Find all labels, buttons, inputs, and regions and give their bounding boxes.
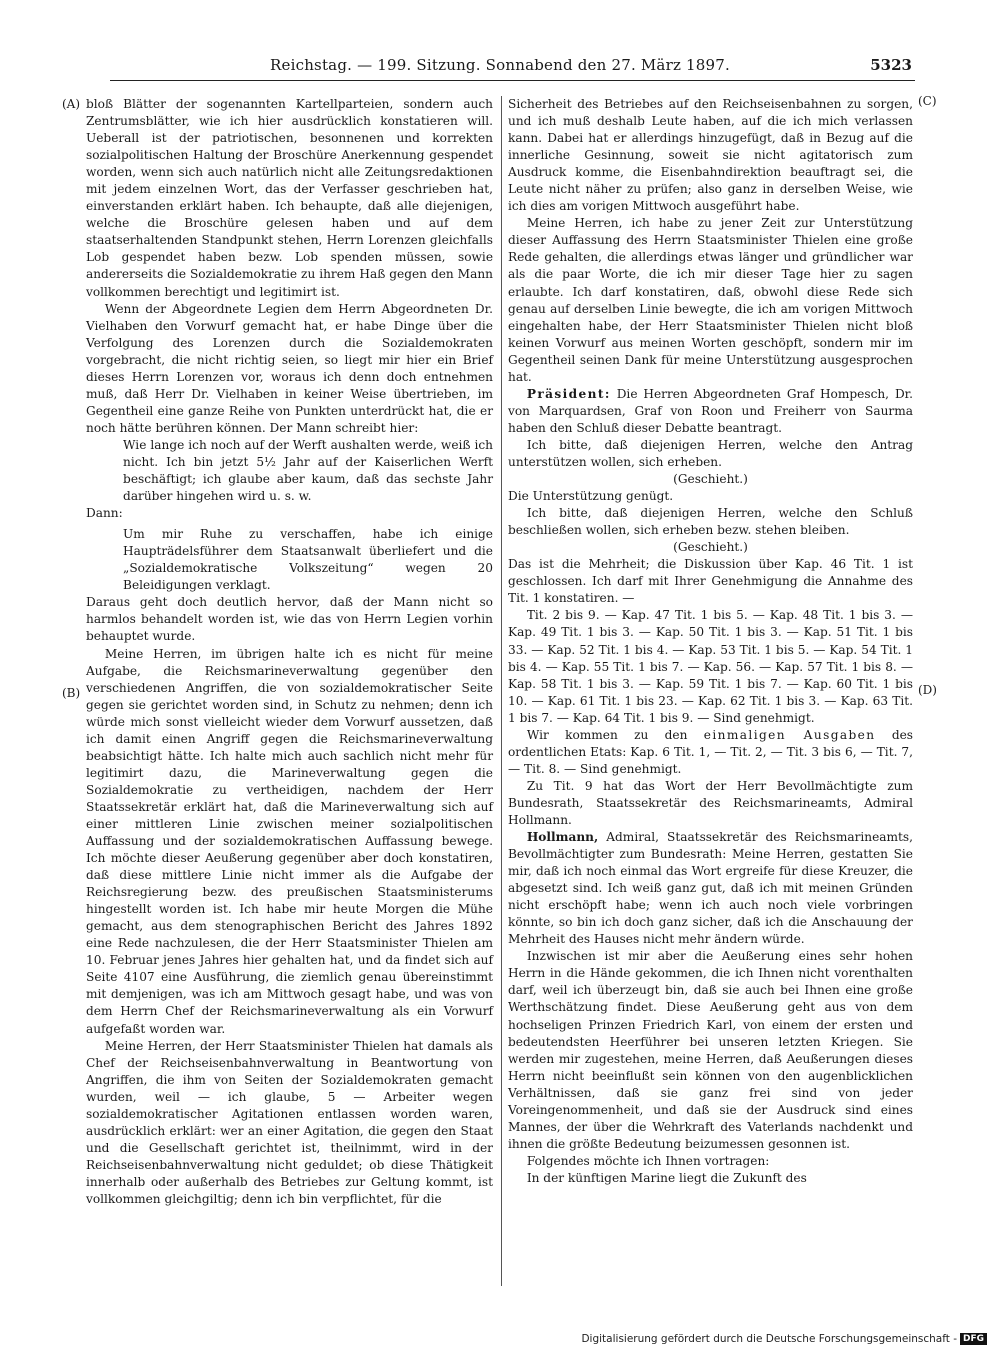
speaker-label: Hollmann, [526, 830, 599, 845]
paragraph: In der künftigen Marine liegt die Zukunft des [526, 1170, 807, 1185]
speech-text: Die Herren Abgeordneten Graf Hompesch, Dr. von Marquardsen, Graf von Roon und Freiherr von Saurma haben den Schluß dieser Debatte beantragt. [508, 386, 914, 435]
paragraph: Zu Tit. 9 hat das Wort der Herr Bevollmächtigte zum Bundesrath, Staatssekretär des Reichsmarineamts, Admiral Hollmann. [508, 778, 913, 827]
paragraph [508, 727, 913, 778]
speaker-label: Präsident: [526, 386, 611, 401]
column-divider [501, 96, 502, 1286]
president-statement [508, 386, 913, 437]
emphasis: einmaligen Ausgaben [703, 727, 876, 742]
dfg-logo: DFG [960, 1333, 987, 1345]
paragraph: Meine Herren, ich habe zu jener Zeit zur Unterstützung dieser Auffassung des Herrn Staatsminister Thielen eine große Rede gehalten, die allerdings etwas länger und gründlicher war als die paar Worte, die ich mir dieser Tage hier zu sagen erlaubte. Ich darf konstatiren, daß, obwohl diese Rede sich genau auf derselben Linie bewegte, die ich am vorigen Mittwoch eingehalten habe, der Herr Staatsminister Thielen nicht bloß keinen Vorwurf aus meinen Worten geschöpft, sondern mir im Gegentheil seinen Dank für meine Unterstützung ausgesprochen hat. [508, 216, 913, 384]
paragraph: Daraus geht doch deutlich hervor, daß der Mann nicht so harmlos behandelt worden ist, wie das von Herrn Legien vorhin behauptet wurde. [86, 595, 493, 644]
margin-mark-b: (B) [62, 686, 81, 700]
paragraph: Tit. 2 bis 9. — Kap. 47 Tit. 1 bis 5. — Kap. 48 Tit. 1 bis 3. — Kap. 49 Tit. 1 bis 3. — Kap. 50 Tit. 1 bis 3. — Kap. 51 Tit. 1 bis 33. — Kap. 52 Tit. 1 bis 4. — Kap. 53 Tit. 1 bis 5. — Kap. 54 Tit. 1 bis 4. — Kap. 55 Tit. 1 bis 7. — Kap. 56. — Kap. 57 Tit. 1 bis 8. — Kap. 58 Tit. 1 bis 3. — Kap. 59 Tit. 1 bis 7. — Kap. 60 Tit. 1 bis 10. — Kap. 61 Tit. 1 bis 23. — Kap. 62 Tit. 1 bis 3. — Kap. 63 Tit. 1 bis 7. — Kap. 64 Tit. 1 bis 9. — Sind genehmigt. [508, 608, 913, 725]
paragraph: Die Unterstützung genügt. [508, 489, 674, 504]
paragraph: Ich bitte, daß diejenigen Herren, welche den Antrag unterstützen wollen, sich erheben. [508, 437, 913, 469]
paragraph: Inzwischen ist mir aber die Aeußerung eines sehr hohen Herrn in die Hände gekommen, die ich Ihnen nicht vorenthalten darf, weil ich überzeugt bin, daß sie auch bei Ihnen eine große Werthschätzung findet. Diese Aeußerung geht aus von dem hochseligen Prinzen Friedrich Karl, von einem der ersten und bedeutendsten Heerführer bei unseren letzten Kriegen. Sie werden mir zugestehen, meine Herren, daß Aeußerungen dieses Herrn nicht beeinflußt sein können von den augenblicklichen Verhältnissen, daß sie ganz frei sind von jeder Voreingenommenheit, und daß sie der Ausdruck sind eines Mannes, der über die Wehrkraft des Vaterlands nachdenkt und ihnen die größte Bedeutung beizumessen gesonnen ist. [508, 949, 913, 1151]
page-header [0, 56, 1000, 78]
paragraph: Ich bitte, daß diejenigen Herren, welche den Schluß beschließen wollen, sich erheben bezw. stehen bleiben. [508, 506, 913, 538]
paragraph: Meine Herren, der Herr Staatsminister Thielen hat damals als Chef der Reichseisenbahnverwaltung in Beantwortung von Angriffen, die ihm von Seiten der Sozialdemokraten gemacht wurden, weil — ich glaube, 5 — Arbeiter wegen sozialdemokratischer Agitationen entlassen worden waren, ausdrücklich erklärt: wer an einer Agitation, die gegen den Staat und die Gesellschaft gerichtet ist, theilnimmt, wird in der Reichseisenbahnverwaltung nicht geduldet; ob diese Thätigkeit innerhalb oder außerhalb des Betriebes zur Geltung kommt, ist vollkommen gleichgiltig; denn ich bin verpflichtet, für die [86, 1038, 493, 1206]
paragraph: Sicherheit des Betriebes auf den Reichseisenbahnen zu sorgen, und ich muß deshalb Leute haben, auf die ich mich verlassen kann. Dabei hat er allerdings hinzugefügt, daß in Bezug auf die innerliche Gesinnung, soweit sie nicht agitatorisch zum Ausdruck komme, die Eisenbahndirektion beauftragt sei, die Leute nicht näher zu prüfen; also ganz in derselben Weise, wie ich dies am vorigen Mittwoch ausgeführt habe. [508, 97, 913, 214]
paragraph: Das ist die Mehrheit; die Diskussion über Kap. 46 Tit. 1 ist geschlossen. Ich darf mit Ihrer Genehmigung die Annahme des Tit. 1 konstatiren. — [508, 557, 913, 606]
paragraph: Wenn der Abgeordnete Legien dem Herrn Abgeordneten Dr. Vielhaben den Vorwurf gemacht hat, er habe Dinge über die Verfolgung des Lorenzen durch die Sozialdemokraten vorgebracht, die nicht richtig seien, so liegt mir hier ein Brief dieses Herrn Lorenzen vor, woraus ich denn doch entnehmen muß, daß Herr Dr. Vielhaben in keiner Weise übertrieben, im Gegentheil eine ganze Reihe von Punkten unterdrückt hat, die er noch hätte berühren können. Der Mann schreibt hier: [86, 301, 493, 435]
speech-text: Admiral, Staatssekretär des Reichsmarineamts, Bevollmächtigter zum Bundesrath: Meine Herren, gestatten Sie mir, daß ich noch einmal das Wort ergreife für diese Kreuzer, die abgesetzt sind. Ich weiß ganz gut, daß ich mit meinen Gründen nicht erschöpft habe; wenn ich auch noch viele vorbringen könnte, so bin ich doch ganz sicher, daß ich die Anschauung der Mehrheit des Hauses nicht mehr ändern würde. [508, 830, 913, 947]
right-column [508, 96, 913, 1187]
left-column [86, 96, 493, 1208]
stage-direction: (Geschieht.) [673, 540, 748, 555]
footer-text: Digitalisierung gefördert durch die Deutsche Forschungsgemeinschaft - [581, 1333, 957, 1345]
margin-mark-a: (A) [62, 97, 81, 111]
paragraph: Meine Herren, im übrigen halte ich es nicht für meine Aufgabe, die Reichsmarineverwaltung gegenüber den verschiedenen Angriffen, die von sozialdemokratischer Seite gegen sie gerichtet worden sind, in Schutz zu nehmen; denn ich würde mich sonst vielleicht wieder dem Vorwurf aussetzen, daß ich damit einen Angriff gegen die Reichsmarineverwaltung beabsichtigt hätte. Ich halte mich auch sachlich nicht mehr für legitimirt dazu, die Marineverwaltung gegen die Sozialdemokratie zu vertheidigen, nachdem der Herr Staatssekretär erklärt hat, daß die Marineverwaltung sich auf einer mittleren Linie zwischen meiner sozialpolitischen Auffassung und der sozialdemokratischen Auffassung bewege. Ich möchte dieser Aeußerung gegenüber aber doch konstatiren, daß diese mittlere Linie nicht immer als die Aufgabe der Reichsregierung bezw. des preußischen Staatsministerums hingestellt worden ist. Ich habe mir heute Morgen die Mühe gemacht, aus dem stenographischen Bericht des Jahres 1892 eine Rede nachzulesen, die der Herr Staatsminister Thielen am 10. Februar jenes Jahres hier gehalten hat, und da findet sich auf Seite 4107 eine Ausführung, die ziemlich genau übereinstimmt mit demjenigen, was ich am Mittwoch gesagt habe, und was von dem Herrn Chef der Reichsmarineverwaltung als ein Vorwurf aufgefaßt worden war. [86, 646, 493, 1036]
text-run: Wir kommen zu den [526, 727, 704, 742]
text-run: des ordentlichen Etats: Kap. 6 Tit. 1, — Tit. 2, — Tit. 3 bis 6, — Tit. 7, — Tit. 8. — Sind genehmigt. [508, 727, 914, 776]
running-title: Reichstag. — 199. Sitzung. Sonnabend den 27. März 1897. [270, 56, 730, 74]
paragraph: Folgendes möchte ich Ihnen vortragen: [526, 1153, 770, 1168]
header-rule [110, 80, 915, 81]
paragraph: bloß Blätter der sogenannten Kartellparteien, sondern auch Zentrumsblätter, wie ich hier ausdrücklich konstatieren will. Ueberall ist der patriotischen, besonnenen und korrekten sozialpolitischen Haltung der Broschüre Anerkennung gespendet worden, wenn sich auch natürlich nicht alle Zeitungsredaktionen mit jedem einzelnen Wort, das der Verfasser geschrieben hat, einverstanden erklärt haben. Ich behaupte, daß alle diejenigen, welche die Broschüre gelesen haben und auf dem staatserhaltenden Standpunkt stehen, Herrn Lorenzen gleichfalls Lob gespendet haben bezw. Lob spenden müssen, sowie andererseits die Sozialdemokratie zu ihrem Haß gegen den Mann vollkommen berechtigt und legitimirt ist. [86, 97, 493, 299]
speaker-statement [508, 829, 913, 948]
margin-mark-c: (C) [918, 94, 937, 108]
paragraph: Dann: [86, 506, 123, 521]
page-number: 5323 [870, 56, 912, 74]
quotation: Wie lange ich noch auf der Werft aushalten werde, weiß ich nicht. Ich bin jetzt 5½ Jahr auf der Kaiserlichen Werft beschäftigt; ich glaube aber kaum, daß das sechste Jahr darüber hingehen wird u. s. w. [123, 437, 493, 504]
quotation: Um mir Ruhe zu verschaffen, habe ich einige Haupträdelsführer dem Staatsanwalt überliefert und die „Sozialdemokratische Volkszeitung“ wegen 20 Beleidigungen verklagt. [123, 527, 493, 593]
margin-mark-d: (D) [918, 683, 937, 697]
stage-direction: (Geschieht.) [673, 472, 748, 487]
footer-credit [581, 1333, 987, 1345]
